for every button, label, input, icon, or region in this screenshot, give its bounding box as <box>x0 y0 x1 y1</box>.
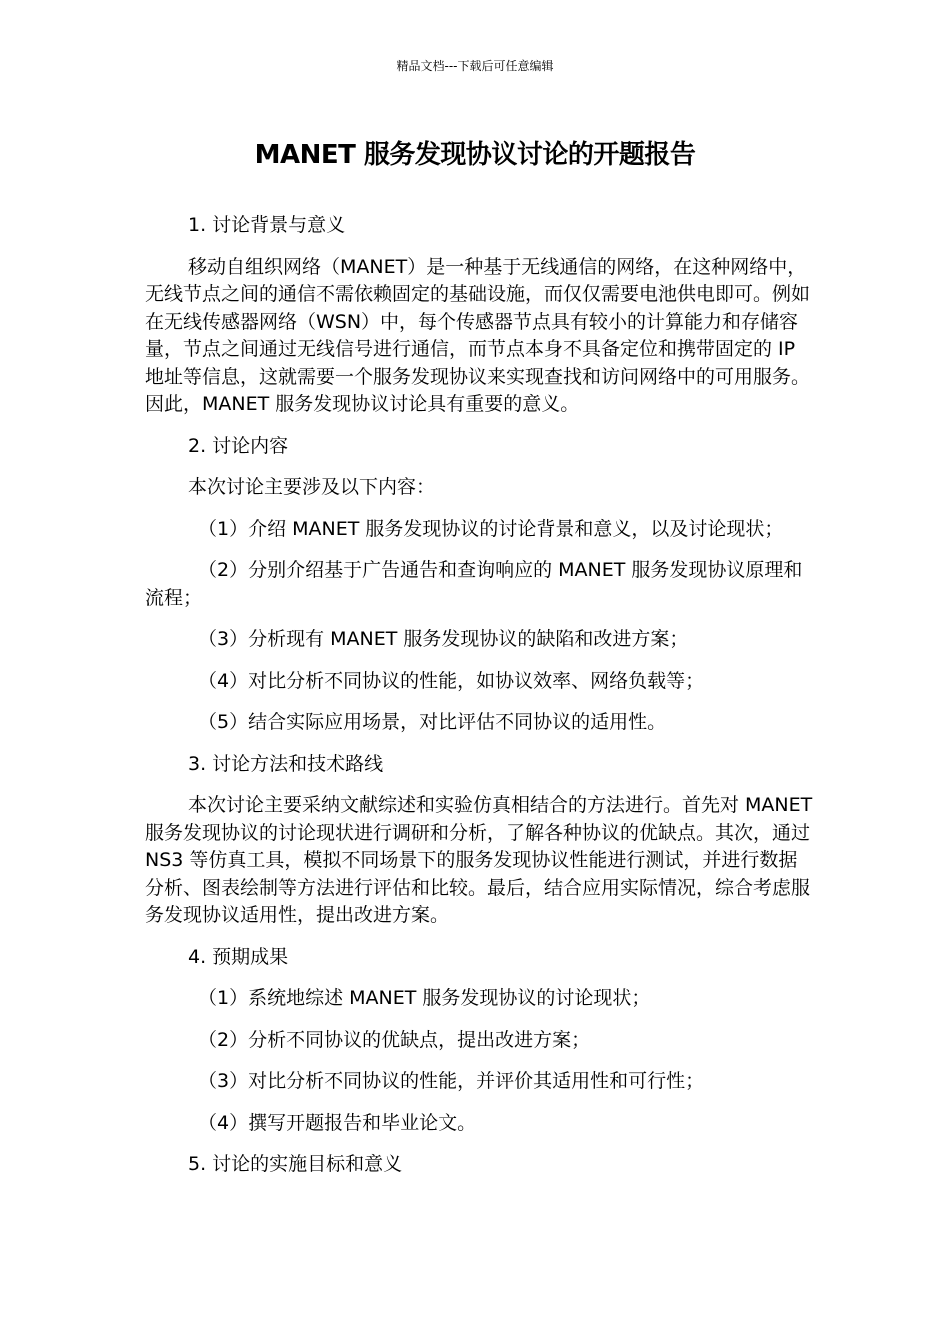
document-title: MANET 服务发现协议讨论的开题报告 <box>254 140 696 170</box>
body-paragraph: 本次讨论主要采纳文献综述和实验仿真相结合的方法进行。首先对 MANET 服务发现协议的讨论现状进行调研和分析，了解各种协议的优缺点。其次，通过 NS3 等仿真工具，模拟不同场景下的服务发现协议性能进行测试，并进行数据分析、图表绘制等方法进行评估和比较。最后，结合应用实际情况，综合考虑服务发现协议适用性，提出改进方案。 <box>145 794 813 926</box>
section-heading: 1. 讨论背景与意义 <box>188 214 346 236</box>
header-note: 精品文档---下载后可任意编辑 <box>396 59 554 73</box>
section-heading: 5. 讨论的实施目标和意义 <box>188 1153 403 1175</box>
body-paragraph: 本次讨论主要涉及以下内容： <box>188 476 436 498</box>
list-item: （4）对比分析不同协议的性能，如协议效率、网络负载等； <box>198 669 705 692</box>
list-item: （3）分析现有 MANET 服务发现协议的缺陷和改进方案； <box>198 628 689 650</box>
document-body <box>145 212 813 1193</box>
list-item: （2）分别介绍基于广告通告和查询响应的 MANET 服务发现协议原理和流程； <box>145 559 803 609</box>
list-item: （3）对比分析不同协议的性能，并评价其适用性和可行性； <box>198 1070 705 1092</box>
list-item: （1）介绍 MANET 服务发现协议的讨论背景和意义，以及讨论现状； <box>198 517 784 540</box>
section-heading: 2. 讨论内容 <box>188 434 289 457</box>
list-item: （2）分析不同协议的优缺点，提出改进方案； <box>198 1028 591 1051</box>
list-item: （5）结合实际应用场景，对比评估不同协议的适用性。 <box>198 711 667 733</box>
section-heading: 4. 预期成果 <box>188 945 289 968</box>
body-paragraph: 移动自组织网络（MANET）是一种基于无线通信的网络，在这种网络中，无线节点之间的通信不需依赖固定的基础设施，而仅仅需要电池供电即可。例如在无线传感器网络（WSN）中，每个传感器节点具有较小的计算能力和存储容量，节点之间通过无线信号进行通信，而节点本身不具备定位和携带固定的 IP 地址等信息，这就需要一个服务发现协议来实现查找和访问网络中的可用服务。因此，MANET 服务发现协议讨论具有重要的意义。 <box>145 255 811 415</box>
list-item: （1）系统地综述 MANET 服务发现协议的讨论现状； <box>198 987 651 1009</box>
list-item: （4）撰写开题报告和毕业论文。 <box>198 1111 477 1134</box>
section-heading: 3. 讨论方法和技术路线 <box>188 752 384 775</box>
